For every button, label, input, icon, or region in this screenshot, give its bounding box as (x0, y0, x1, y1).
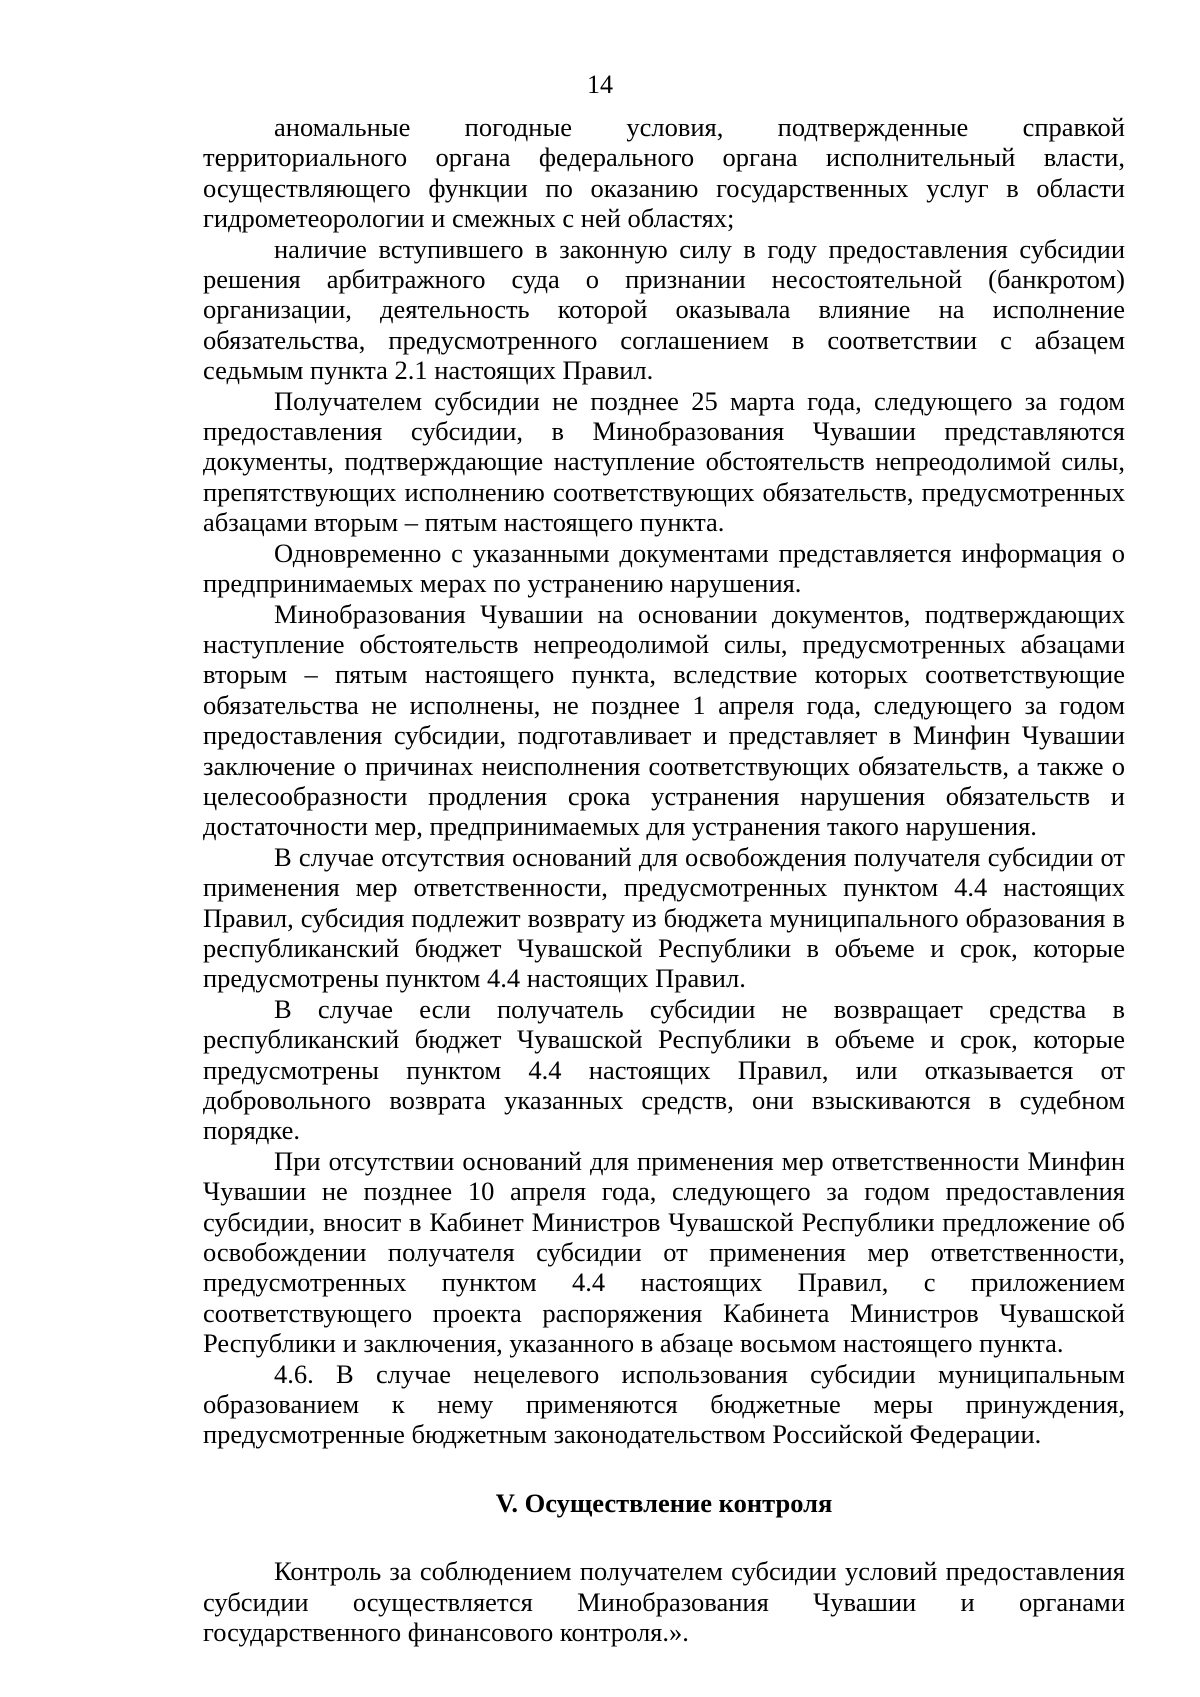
page-number: 14 (587, 70, 613, 99)
section-heading: V. Осуществление контроля (495, 1487, 833, 1518)
paragraph-misuse-4-6: 4.6. В случае нецелевого использования субсидии муниципальным образованием к нему применяются бюджетные меры принуждения, предусмотренные бюджетным законодательством Российской Федерации. (203, 1358, 1125, 1450)
paragraph-measures-info: Одновременно с указанными документами представляется информация о предпринимаемых мерах по устранению нарушения. (203, 537, 1125, 599)
document-body (203, 112, 1125, 1648)
paragraph-ministry-conclusion: Минобразования Чувашии на основании документов, подтверждающих наступление обстоятельств непреодолимой силы, предусмотренных абзацами вторым – пятым настоящего пункта, вследствие которых соответствующие обязательства не исполнены, не позднее 1 апреля года, следующего за годом предоставления субсидии, подготавливает и представляет в Минфин Чувашии заключение о причинах неисполнения соответствующих обязательств, а также о целесообразности продления срока устранения нарушения обязательств и достаточности мер, предпринимаемых для устранения такого нарушения. (203, 598, 1125, 842)
paragraph-minfin-proposal: При отсутствии оснований для применения мер ответственности Минфин Чувашии не позднее 10 апреля года, следующего за годом предоставления субсидии, вносит в Кабинет Министров Чувашской Республики предложение об освобождении получателя субсидии от применения мер ответственности, предусмотренных пунктом 4.4 настоящих Правил, с приложением соответствующего проекта распоряжения Кабинета Министров Чувашской Республики и заключения, указанного в абзаце восьмом настоящего пункта. (203, 1145, 1125, 1359)
paragraph-weather: аномальные погодные условия, подтвержденные справкой территориального органа федерального органа исполнительный власти, осуществляющего функции по оказанию государственных услуг в области гидрометеорологии и смежных с ней областях; (203, 112, 1125, 234)
paragraph-bankruptcy: наличие вступившего в законную силу в году предоставления субсидии решения арбитражного суда о признании несостоятельной (банкротом) организации, деятельность которой оказывала влияние на исполнение обязательства, предусмотренного соглашением в соответствии с абзацем седьмым пункта 2.1 настоящих Правил. (203, 233, 1125, 386)
paragraph-judicial-recovery: В случае если получатель субсидии не возвращает средства в республиканский бюджет Чувашской Республики в объеме и срок, которые предусмотрены пунктом 4.4 настоящих Правил, или отказывается от добровольного возврата указанных средств, они взыскиваются в судебном порядке. (203, 993, 1125, 1146)
paragraph-documents-deadline: Получателем субсидии не позднее 25 марта года, следующего за годом предоставления субсидии, в Минобразования Чувашии представляются документы, подтверждающие наступление обстоятельств непреодолимой силы, препятствующих исполнению соответствующих обязательств, предусмотренных абзацами вторым – пятым настоящего пункта. (203, 385, 1125, 538)
paragraph-subsidy-return: В случае отсутствия оснований для освобождения получателя субсидии от применения мер ответственности, предусмотренных пунктом 4.4 настоящих Правил, субсидия подлежит возврату из бюджета муниципального образования в республиканский бюджет Чувашской Республики в объеме и срок, которые предусмотрены пунктом 4.4 настоящих Правил. (203, 841, 1125, 994)
paragraph-control: Контроль за соблюдением получателем субсидии условий предоставления субсидии осуществляется Минобразования Чувашии и органами государственного финансового контроля.». (203, 1556, 1125, 1648)
